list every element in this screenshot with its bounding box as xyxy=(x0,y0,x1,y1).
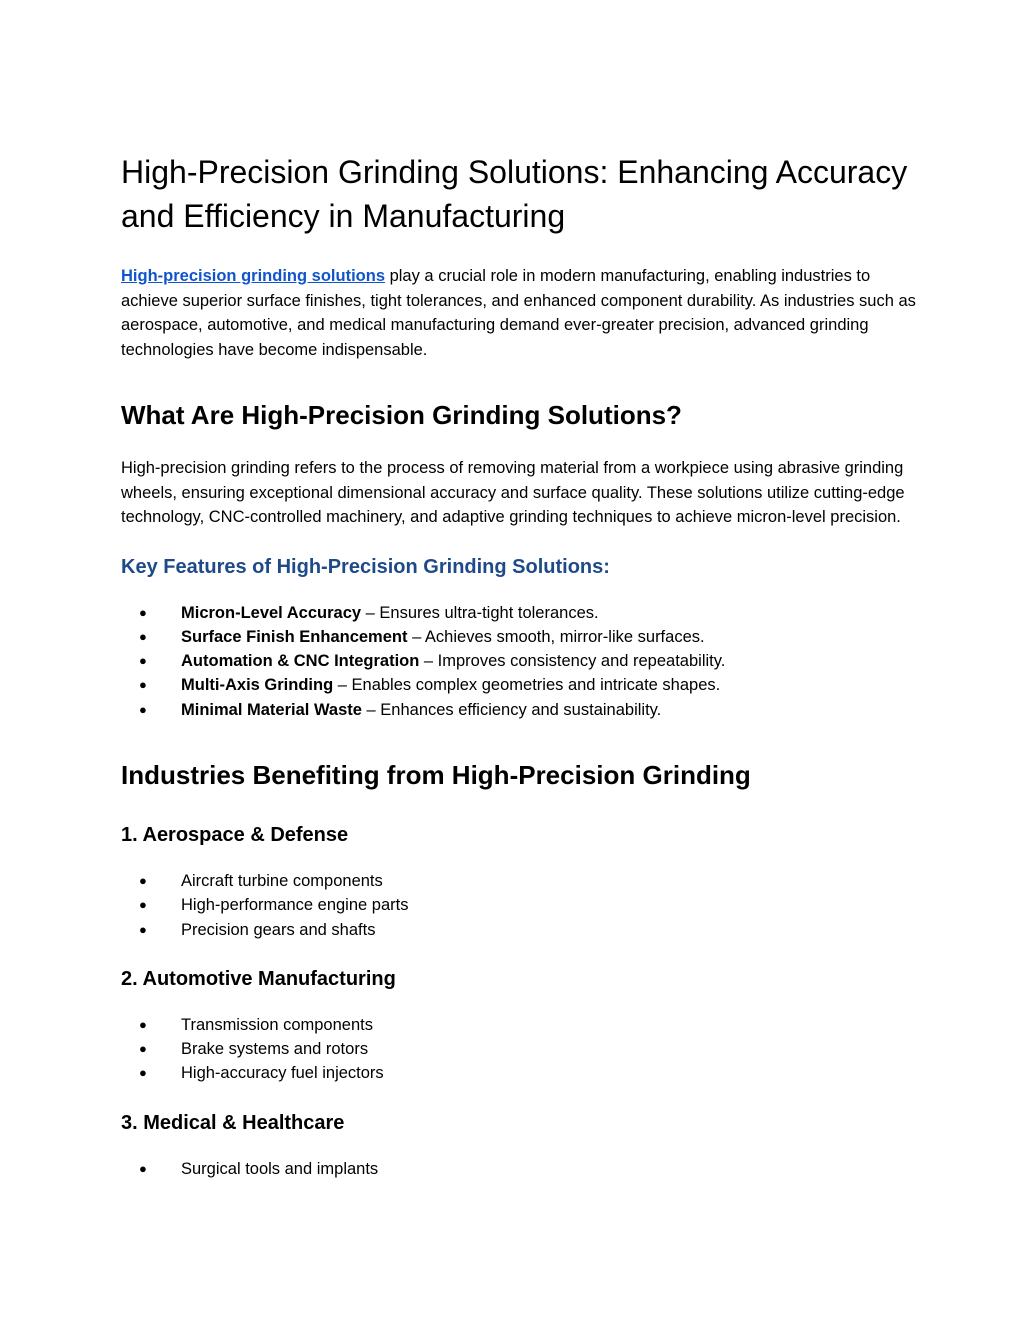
bullet-icon: ● xyxy=(139,921,147,937)
list-item-text: Precision gears and shafts xyxy=(181,920,376,939)
intro-link[interactable]: High-precision grinding solutions xyxy=(121,267,385,285)
automotive-list xyxy=(121,1013,921,1086)
document-page xyxy=(121,150,921,1181)
bullet-icon: ● xyxy=(139,701,147,717)
features-list xyxy=(121,601,921,722)
bullet-icon: ● xyxy=(139,628,147,644)
list-item xyxy=(121,625,921,649)
list-item-text: Brake systems and rotors xyxy=(181,1040,369,1059)
list-item xyxy=(121,1157,921,1181)
list-item xyxy=(121,1013,921,1037)
bullet-icon: ● xyxy=(139,653,147,669)
list-item-text: Aircraft turbine components xyxy=(181,871,383,890)
intro-text: play a crucial role in modern manufacturing, enabling industries to achieve superior surface finishes, tight tolerances, and enhanced component durability. As industries such as aerospace, automotive, and medical manufacturing demand ever-greater precision, advanced grinding technologies have become indispensable. xyxy=(121,267,916,359)
list-item-text: Transmission components xyxy=(181,1015,373,1034)
bullet-icon: ● xyxy=(139,1041,147,1057)
list-item xyxy=(121,601,921,625)
bullet-icon: ● xyxy=(139,1065,147,1081)
bullet-icon: ● xyxy=(139,897,147,913)
feature-term: Automation & CNC Integration xyxy=(181,652,420,671)
list-item xyxy=(121,893,921,917)
subheading-medical: 3. Medical & Healthcare xyxy=(121,1111,345,1134)
list-item xyxy=(121,869,921,893)
list-item xyxy=(121,1037,921,1061)
list-item-text: Surgical tools and implants xyxy=(181,1159,379,1178)
feature-term: Minimal Material Waste xyxy=(181,700,362,719)
feature-desc: – Achieves smooth, mirror-like surfaces. xyxy=(407,627,705,646)
bullet-icon: ● xyxy=(139,604,147,620)
section-paragraph: High-precision grinding refers to the process of removing material from a workpiece using abrasive grinding wheels, ensuring exceptional dimensional accuracy and surface quality. These solutions utilize cutting-edge technology, CNC-controlled machinery, and adaptive grinding techniques to achieve micron-level precision. xyxy=(121,459,905,526)
list-item xyxy=(121,1061,921,1085)
list-item xyxy=(121,918,921,942)
bullet-icon: ● xyxy=(139,1016,147,1032)
list-item xyxy=(121,649,921,673)
aerospace-list xyxy=(121,869,921,942)
feature-desc: – Enhances efficiency and sustainability. xyxy=(361,700,662,719)
list-item-text: High-accuracy fuel injectors xyxy=(181,1064,384,1083)
feature-desc: – Ensures ultra-tight tolerances. xyxy=(361,603,599,622)
bullet-icon: ● xyxy=(139,677,147,693)
intro-paragraph xyxy=(121,264,921,362)
subheading-key-features: Key Features of High-Precision Grinding Solutions: xyxy=(121,555,610,578)
list-item-text: High-performance engine parts xyxy=(181,896,409,915)
feature-term: Micron-Level Accuracy xyxy=(181,603,362,622)
page-title: High-Precision Grinding Solutions: Enhancing Accuracy and Efficiency in Manufacturing xyxy=(121,154,908,234)
feature-term: Surface Finish Enhancement xyxy=(181,627,408,646)
feature-term: Multi-Axis Grinding xyxy=(181,676,334,695)
feature-desc: – Enables complex geometries and intricate shapes. xyxy=(333,676,721,695)
section-heading-what-are: What Are High-Precision Grinding Solutions? xyxy=(121,400,682,430)
subheading-automotive: 2. Automotive Manufacturing xyxy=(121,967,396,990)
bullet-icon: ● xyxy=(139,1160,147,1176)
list-item xyxy=(121,673,921,697)
section-heading-industries: Industries Benefiting from High-Precision Grinding xyxy=(121,759,751,790)
bullet-icon: ● xyxy=(139,872,147,888)
subheading-aerospace: 1. Aerospace & Defense xyxy=(121,823,349,846)
feature-desc: – Improves consistency and repeatability. xyxy=(419,652,726,671)
medical-list xyxy=(121,1157,921,1181)
list-item xyxy=(121,698,921,722)
